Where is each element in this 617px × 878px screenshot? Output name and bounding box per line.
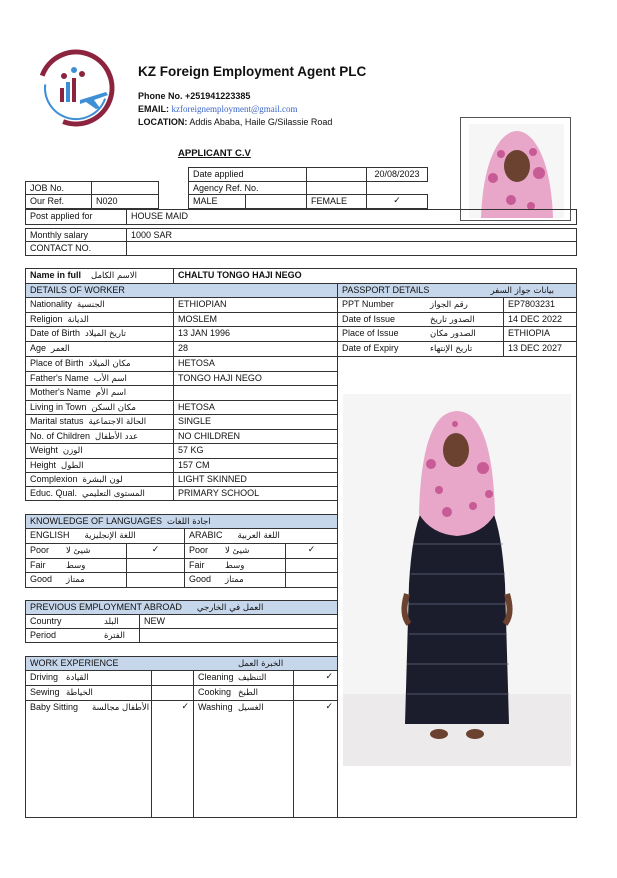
english-level-check [126, 558, 185, 573]
worker-field-value: SINGLE [173, 414, 338, 430]
previous-section-header: PREVIOUS EMPLOYMENT ABROAD العمل في الخارجي [25, 600, 338, 615]
worker-field-value: HETOSA [173, 400, 338, 415]
worker-field-value [173, 385, 338, 401]
experience-left-label: Driving القيادة [25, 670, 152, 686]
english-level-label: Good ممتاز [25, 572, 127, 588]
languages-section-header: KNOWLEDGE OF LANGUAGES اجادة اللغات [25, 514, 338, 529]
experience-left-label: Sewing الخياطة [25, 685, 152, 701]
date-applied-spacer [306, 167, 367, 182]
arabic-header: ARABIC اللغة العربية [184, 528, 338, 544]
male-box [245, 194, 307, 209]
company-name: KZ Foreign Employment Agent PLC [138, 64, 367, 79]
date-applied-value: 20/08/2023 [366, 167, 428, 182]
passport-field-value: 13 DEC 2027 [503, 341, 577, 357]
country-label: Country البلد [25, 614, 140, 629]
passport-field-label: Place of Issue الصدور مكان [337, 326, 504, 342]
experience-left-check: ✓ [151, 700, 194, 818]
experience-right-label: Cleaning التنظيف [193, 670, 294, 686]
experience-left-label: Baby Sitting الأطفال مجالسة [25, 700, 152, 818]
contact-label: CONTACT NO. [25, 241, 127, 256]
name-label: Name in full الاسم الكامل [25, 268, 174, 284]
job-no-value [91, 181, 159, 195]
worker-field-value: 28 [173, 341, 338, 357]
male-label: MALE [188, 194, 246, 209]
worker-field-value: HETOSA [173, 356, 338, 372]
passport-field-label: PPT Number رقم الجواز [337, 297, 504, 313]
arabic-level-check [285, 558, 338, 573]
worker-field-label: Father's Name اسم الأب [25, 371, 174, 386]
arabic-level-check: ✓ [285, 543, 338, 559]
worker-field-label: Weight الوزن [25, 443, 174, 459]
english-header: ENGLISH اللغة الإنجليزية [25, 528, 185, 544]
experience-left-check [151, 685, 194, 701]
worker-section-header: DETAILS OF WORKER [25, 283, 338, 298]
worker-field-value: PRIMARY SCHOOL [173, 486, 338, 501]
worker-field-label: Nationality الجنسية [25, 297, 174, 313]
company-location: LOCATION: Addis Ababa, Haile G/Silassie Road [138, 117, 333, 127]
worker-field-label: Religion الديانة [25, 312, 174, 327]
date-applied-label: Date applied [188, 167, 307, 182]
passport-field-value: 14 DEC 2022 [503, 312, 577, 327]
doc-title: APPLICANT C.V [178, 148, 251, 159]
worker-field-value: LIGHT SKINNED [173, 472, 338, 487]
worker-field-value: TONGO HAJI NEGO [173, 371, 338, 386]
english-level-label: Fair وسط [25, 558, 127, 573]
email-link[interactable]: kzforeignemployment@gmail.com [171, 104, 298, 114]
experience-right-check: ✓ [293, 670, 338, 686]
experience-right-label: Cooking الطبخ [193, 685, 294, 701]
arabic-level-check [285, 572, 338, 588]
full-body-photo [343, 394, 571, 766]
passport-field-value: ETHIOPIA [503, 326, 577, 342]
arabic-level-label: Poor شيئ لا [184, 543, 286, 559]
period-label: Period الفترة [25, 628, 140, 643]
experience-right-label: Washing الغسيل [193, 700, 294, 818]
agency-ref-label: Agency Ref. No. [188, 181, 307, 195]
our-ref-label: Our Ref. [25, 194, 92, 209]
company-logo [36, 48, 116, 128]
female-check: ✓ [366, 194, 428, 209]
company-email: EMAIL: kzforeignemployment@gmail.com [138, 104, 298, 114]
experience-left-check [151, 670, 194, 686]
worker-field-value: 13 JAN 1996 [173, 326, 338, 342]
worker-field-label: Marital status الحالة الاجتماعية [25, 414, 174, 430]
passport-field-label: Date of Issue الصدور تاريخ [337, 312, 504, 327]
worker-field-label: Educ. Qual. المستوى التعليمي [25, 486, 174, 501]
period-value [139, 628, 338, 643]
worker-field-label: Living in Town مكان السكن [25, 400, 174, 415]
passport-field-label: Date of Expiry تاريخ الإنتهاء [337, 341, 504, 357]
post-label: Post applied for [25, 209, 127, 225]
passport-field-value: EP7803231 [503, 297, 577, 313]
contact-value [126, 241, 577, 256]
worker-field-label: Complexion لون البشرة [25, 472, 174, 487]
company-phone: Phone No. +251941223385 [138, 91, 251, 101]
arabic-level-label: Good ممتاز [184, 572, 286, 588]
salary-label: Monthly salary [25, 228, 127, 242]
worker-field-label: Mother's Name اسم الأم [25, 385, 174, 401]
arabic-level-label: Fair وسط [184, 558, 286, 573]
worker-field-value: NO CHILDREN [173, 429, 338, 444]
worker-field-label: Date of Birth تاريخ الميلاد [25, 326, 174, 342]
passport-photo [460, 117, 571, 221]
salary-value: 1000 SAR [126, 228, 577, 242]
worker-field-label: Height الطول [25, 458, 174, 473]
worker-field-value: ETHIOPIAN [173, 297, 338, 313]
female-label: FEMALE [306, 194, 367, 209]
worker-field-label: No. of Children عدد الأطفال [25, 429, 174, 444]
agency-ref-value [306, 181, 367, 195]
name-value: CHALTU TONGO HAJI NEGO [173, 268, 577, 284]
worker-field-value: 57 KG [173, 443, 338, 459]
job-no-label: JOB No. [25, 181, 92, 195]
experience-right-check [293, 685, 338, 701]
experience-section-header: WORK EXPERIENCE الخبرة العمل [25, 656, 338, 671]
passport-section-header: PASSPORT DETAILS بيانات جواز السفر [337, 283, 577, 298]
worker-field-label: Age العمر [25, 341, 174, 357]
worker-field-value: MOSLEM [173, 312, 338, 327]
our-ref-value: N020 [91, 194, 159, 209]
english-level-check [126, 572, 185, 588]
worker-field-value: 157 CM [173, 458, 338, 473]
country-value: NEW [139, 614, 338, 629]
experience-right-check: ✓ [293, 700, 338, 818]
worker-field-label: Place of Birth مكان الميلاد [25, 356, 174, 372]
english-level-check: ✓ [126, 543, 185, 559]
post-value: HOUSE MAID [126, 209, 577, 225]
english-level-label: Poor شيئ لا [25, 543, 127, 559]
